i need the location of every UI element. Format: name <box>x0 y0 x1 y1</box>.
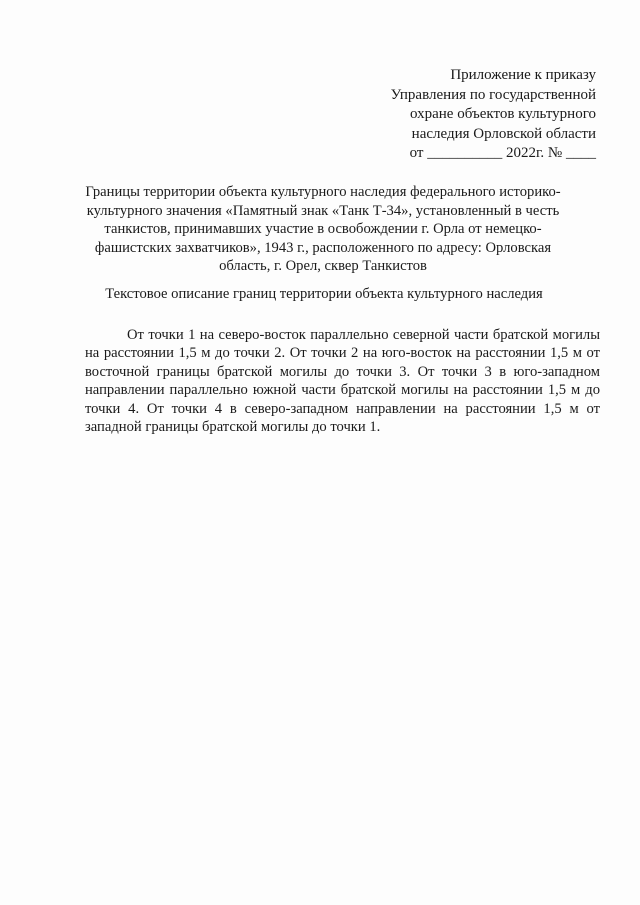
approval-line-attachment: Приложение к приказу <box>450 67 596 83</box>
approval-line-region: наследия Орловской области <box>411 125 596 142</box>
approval-block <box>336 66 596 164</box>
document-title: Границы территории объекта культурного наследия федерального историко-культурного значения «Памятный знак «Танк Т-34», установленный в честь танкистов, принимавших участие в освобождении г. Орла от немецко-фашистских захватчиков», 1943 г., расположенного по адресу: Орловская область, г. Орел, сквер Танкистов <box>85 184 561 274</box>
approval-line-date-number: от __________ 2022г. № ____ <box>409 145 596 161</box>
approval-line-authority: Управления по государственной <box>390 86 596 103</box>
boundary-description: От точки 1 на северо-восток параллельно северной части братской могилы на расстоянии 1,5 м до точки 2. От точки 2 на юго-восток на расстоянии 1,5 м от восточной границы братской могилы до точки 3. От точки 3 в юго-западном направлении параллельно южной части братской могилы на расстоянии 1,5 м до точки 4. От точки 4 в северо-западном направлении на расстоянии 1,5 м от западной границы братской могилы до точки 1. <box>85 327 600 436</box>
section-heading: Текстовое описание границ территории объекта культурного наследия <box>105 286 543 302</box>
approval-line-authority-2: охране объектов культурного <box>409 106 596 122</box>
